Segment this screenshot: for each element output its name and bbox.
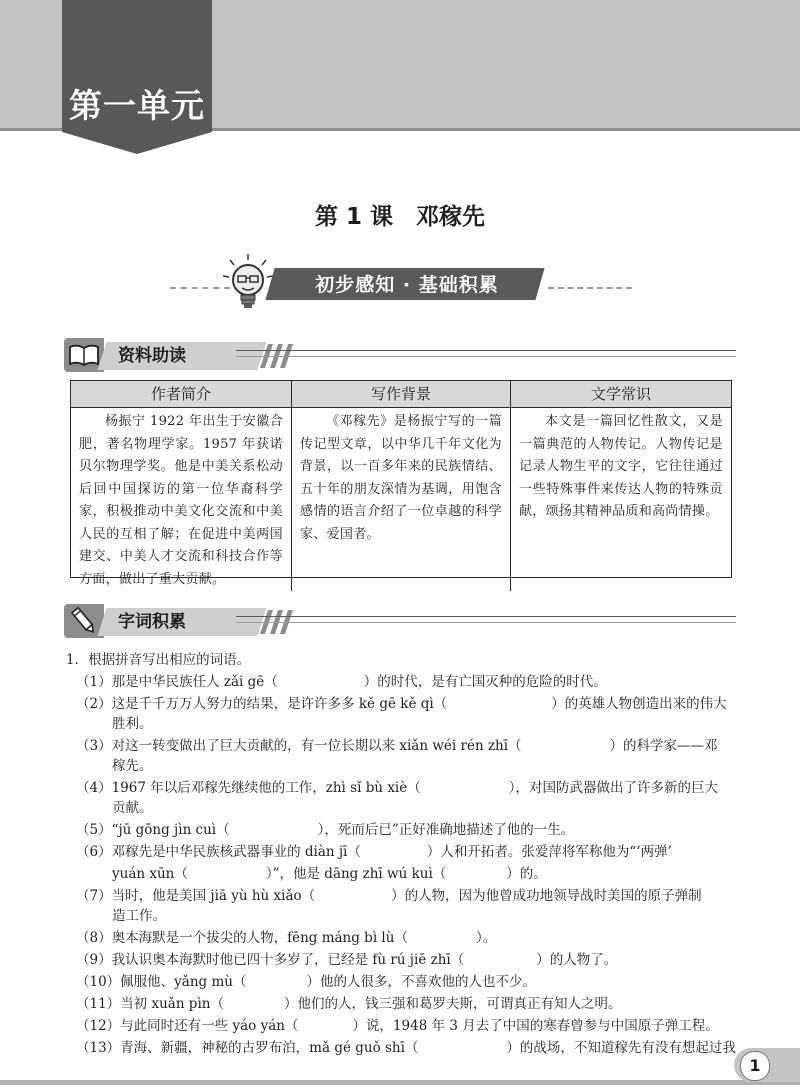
exercise-line: （8）奥本海默是一个拔尖的人物，fēng máng bì lù（ ）。 xyxy=(76,930,497,946)
section-rule-thin xyxy=(236,622,736,623)
unit-title: 第一单元 xyxy=(69,86,205,125)
table-cell-background: 《邓稼先》是杨振宁写的一篇传记型文章，以中华几千年文化为背景，以一百多年来的民族情结、五十年的朋友深情为基调，用饱含感情的语言介绍了一位卓越的科学家、爱国者。 xyxy=(291,408,510,591)
exercise-line: （5）“jū gōng jìn cuì（ ），死而后已”正好准确地描述了他的一生。 xyxy=(76,822,575,838)
exercise-line: （3）对这一转变做出了巨大贡献的，有一位长期以来 xiǎn wéi rén zhī（ ）的科学家——邓 xyxy=(76,738,718,754)
lightbulb-icon xyxy=(220,252,276,314)
table-header-literature: 文学常识 xyxy=(510,381,731,408)
page-number: 1 xyxy=(740,1051,770,1081)
footer-band xyxy=(0,1080,800,1085)
exercise-line: （11）当初 xuǎn pìn（ ）他们的人，钱三强和葛罗夫斯，可谓真正有知人之明。 xyxy=(76,996,622,1012)
banner-dash-right xyxy=(548,287,632,289)
question-1-prompt: 1．根据拼音写出相应的词语。 xyxy=(66,652,251,668)
info-table xyxy=(70,380,732,587)
table-cell-literature: 本文是一篇回忆性散文，又是一篇典范的人物传记。人物传记是记录人物生平的文字，它往往通过一些特殊事件来传达人物的特殊贡献，颂扬其精神品质和高尚情操。 xyxy=(510,408,731,591)
section-label: 字词积累 xyxy=(118,612,186,632)
exercise-line: （1）那是中华民族任人 zǎi gē（ ）的时代，是有亡国灭种的危险的时代。 xyxy=(76,674,607,690)
table-header-author: 作者简介 xyxy=(71,381,291,408)
exercise-line-continued: 稼先。 xyxy=(112,758,153,774)
exercise-line-continued: 胜利。 xyxy=(112,716,153,732)
exercise-line: （6）邓稼先是中华民族核武器事业的 diàn jī（ ）人和开拓者。张爱萍将军称他为“‘两弹’ xyxy=(76,844,672,860)
exercise-line-continued: 贡献。 xyxy=(112,800,153,816)
banner-title: 初步感知 · 基础积累 xyxy=(315,274,499,296)
section-label: 资料助读 xyxy=(118,346,186,366)
lesson-title: 第 1 课 邓稼先 xyxy=(314,204,486,230)
exercise-line: （10）佩服他、yǎng mù（ ）他的人很多，不喜欢他的人也不少。 xyxy=(76,974,536,990)
table-cell-author: 杨振宁 1922 年出生于安徽合肥，著名物理学家。1957 年获诺贝尔物理学奖。他是中美关系松动后回中国探访的第一位华裔科学家，积极推动中美文化交流和中美人民的互相了解；在促进中美两国建交、中美人才交流和科技合作等方面，做出了重大贡献。 xyxy=(79,414,283,587)
exercise-line: （2）这是千千万万人努力的结果，是许许多多 kě gē kě qì（ ）的英雄人物创造出来的伟大 xyxy=(76,696,727,712)
exercise-line: （7）当时，他是美国 jiā yù hù xiǎo（ ）的人物，因为他曾成功地领导战时美国的原子弹制 xyxy=(76,888,702,904)
exercise-line-continued: yuán xūn（ ）”，他是 dāng zhī wú kuì（ ）的。 xyxy=(112,866,547,882)
exercise-line: （12）与此同时还有一些 yáo yán（ ）说，1948 年 3 月去了中国的寒春曾参与中国原子弹工程。 xyxy=(76,1018,719,1034)
section-rule xyxy=(236,350,736,351)
section-rule-thin xyxy=(236,356,736,357)
exercise-line-continued: 造工作。 xyxy=(112,908,166,924)
section-rule xyxy=(236,616,736,617)
table-header-background: 写作背景 xyxy=(291,381,510,408)
exercise-line: （13）青海、新疆，神秘的古罗布泊，mǎ gé guǒ shī（ ）的战场，不知道稼先有没有想起过我 xyxy=(76,1040,736,1056)
exercise-line: （4）1967 年以后邓稼先继续他的工作，zhì sǐ bù xiè（ ），对国防武器做出了许多新的巨大 xyxy=(76,780,718,796)
exercise-line: （9）我认识奥本海默时他已四十多岁了，已经是 fù rú jiē zhī（ ）的人物了。 xyxy=(76,952,618,968)
